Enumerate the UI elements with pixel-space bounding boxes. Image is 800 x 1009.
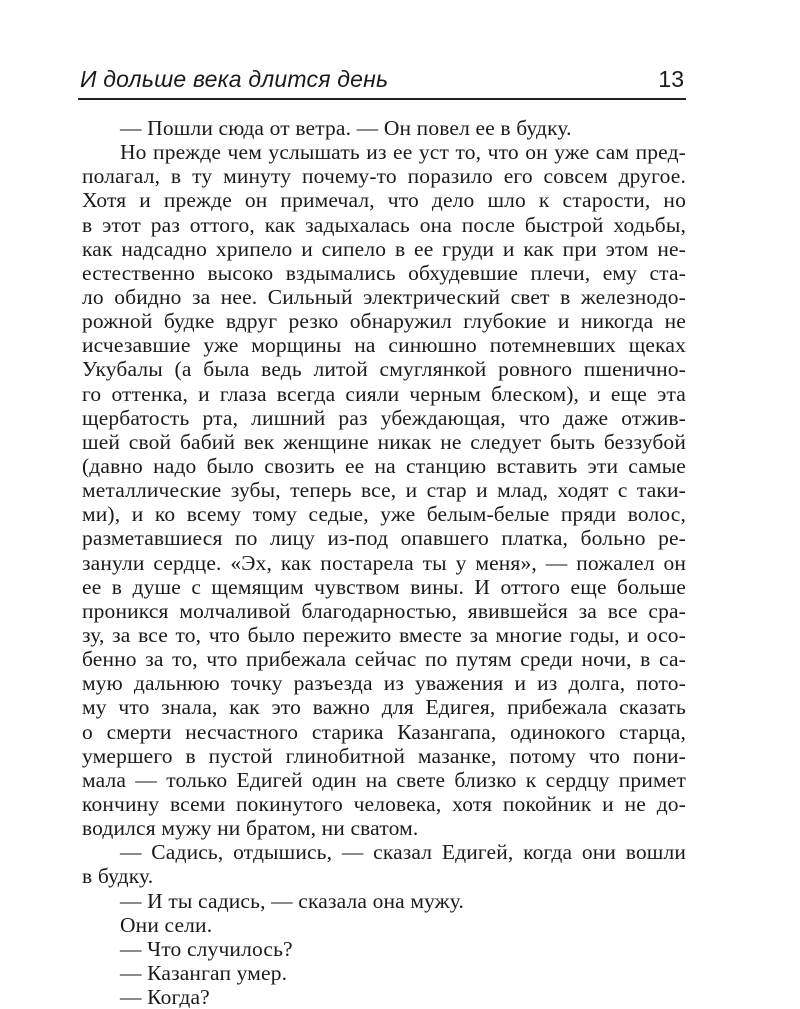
text-line: ми), и ко всему тому седые, уже белым-белые пряди волос, [82,502,686,527]
text-line: (давно надо было свозить ее на станцию вставить эти самые [82,453,686,478]
running-title: И дольше века длится день [80,66,389,92]
text-line: мала — только Едигей один на свете близко к сердцу примет [82,767,686,792]
paragraph [82,985,686,1009]
text-line: щербатость рта, лишний раз убеждающая, что даже отжив- [82,405,686,430]
text-line: как надсадно хрипело и сипело в ее груди и как при этом не- [82,236,686,261]
text-line: ло обидно за нее. Сильный электрический свет в железнодо- [82,284,686,309]
text-line: умершего в пустой глинобитной мазанке, потому что пони- [82,743,686,768]
text-line: исчезавшие уже морщины на синюшно потемневших щеках [82,333,686,358]
text-line: — Казангап умер. [120,960,288,985]
text-line: — Что случилось? [120,936,293,961]
text-line: бенно за то, что прибежала сейчас по путям среди ночи, в са- [82,647,686,672]
text-line: естественно высоко вздымались обхудевшие плечи, ему ста- [82,260,686,285]
text-line: в этот раз оттого, как задыхалась она после быстрой ходьбы, [82,212,686,237]
text-line: Укубалы (а была ведь литой смуглянкой ровного пшенично- [82,357,686,382]
text-line: — И ты садись, — сказала она мужу. [120,888,465,913]
text-line: — Когда? [120,985,210,1009]
text-line: металлические зубы, теперь все, и стар и млад, ходят с таки- [82,478,686,503]
text-line: Хотя и прежде он примечал, что дело шло к старости, но [82,188,686,213]
paragraph [82,140,686,840]
text-line: мую дальнюю точку разъезда из уважения и из долга, пото- [82,671,686,696]
text-line: му что знала, как это важно для Едигея, прибежала сказать [82,695,686,720]
text-line: — Садись, отдышись, — сказал Едигей, когда они вошли [120,840,686,865]
paragraph [82,961,686,985]
text-line: Но прежде чем услышать из ее уст то, что он уже сам пред- [120,140,686,165]
text-line: проникся молчаливой благодарностью, явившейся за все сра- [82,598,686,623]
text-line: Они сели. [120,912,213,937]
paragraph [82,889,686,913]
text-line: — Пошли сюда от ветра. — Он повел ее в будку. [120,116,572,140]
paragraph [82,937,686,961]
page-number: 13 [658,66,684,92]
paragraph [82,116,686,140]
text-line: полагал, в ту минуту почему-то поразило его совсем другое. [82,164,686,189]
text-line: разметавшиеся по лицу из-под опавшего платка, больно ре- [82,526,686,551]
text-line: го оттенка, и глаза всегда сияли черным блеском), и еще эта [82,381,686,406]
text-line: в будку. [82,864,154,889]
text-line: шей свой бабий век женщине никак не следует быть беззубой [82,429,686,454]
text-line: о смерти несчастного старика Казангапа, одинокого старца, [82,719,686,744]
paragraph [82,913,686,937]
text-line: занули сердце. «Эх, как постарела ты у меня», — пожалел он [82,550,686,575]
paragraph [82,840,686,888]
running-header [78,64,686,100]
text-line: ее в душе с щемящим чувством вины. И оттого еще больше [82,574,686,599]
text-line: водился мужу ни братом, ни сватом. [82,816,419,841]
text-line: кончину всеми покинутого человека, хотя покойник и не до- [82,791,686,816]
text-body [82,116,686,1009]
text-line: рожной будке вдруг резко обнаружил глубокие и никогда не [82,309,686,334]
text-line: зу, за все то, что было пережито вместе за многие годы, и осо- [82,622,686,647]
